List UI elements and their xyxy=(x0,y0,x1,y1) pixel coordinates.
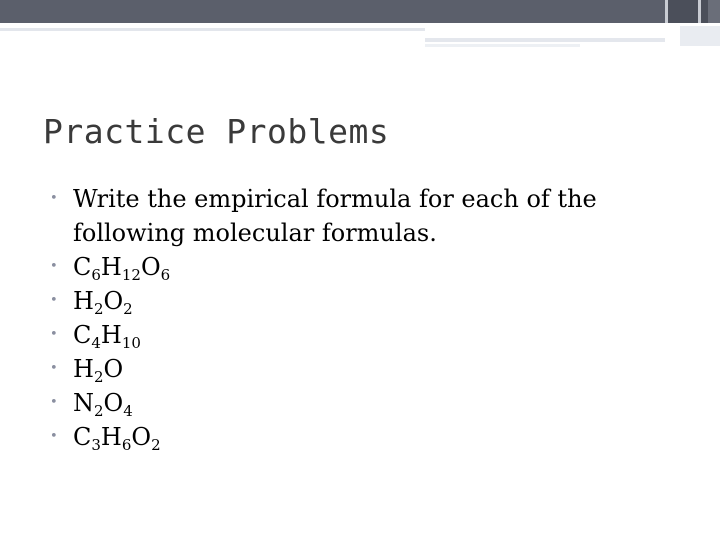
element-symbol: H xyxy=(100,253,122,281)
subscript-count: 4 xyxy=(91,334,101,352)
subscript-count: 12 xyxy=(121,266,141,284)
element-symbol: H xyxy=(100,423,122,451)
molecular-formula xyxy=(73,253,171,284)
subscript-count: 3 xyxy=(91,436,101,454)
element-symbol: H xyxy=(73,355,94,383)
decorative-block xyxy=(680,26,720,46)
element-symbol: H xyxy=(73,287,94,315)
formula-item xyxy=(50,386,670,420)
molecular-formula xyxy=(73,423,161,454)
decorative-line xyxy=(0,28,425,31)
bullet-icon: • xyxy=(50,395,58,410)
element-symbol: C xyxy=(73,423,92,451)
formula-item xyxy=(50,250,670,284)
bullet-icon: • xyxy=(50,293,58,308)
bullet-icon: • xyxy=(50,259,58,274)
subscript-count: 2 xyxy=(93,300,104,318)
bullet-icon: • xyxy=(50,429,58,444)
subscript-count: 6 xyxy=(121,436,132,454)
top-bar-tail xyxy=(708,0,720,23)
element-symbol: O xyxy=(140,253,161,281)
molecular-formula xyxy=(73,389,133,420)
bullet-list xyxy=(50,182,670,454)
subscript-count: 2 xyxy=(151,436,161,454)
subscript-count: 6 xyxy=(91,266,101,284)
molecular-formula xyxy=(73,355,124,386)
formula-item xyxy=(50,318,670,352)
top-decorative-bar xyxy=(0,0,720,23)
top-bar-segment xyxy=(668,0,708,23)
intro-text: Write the empirical formula for each of the following molecular formulas. xyxy=(73,185,597,247)
top-bar-notch xyxy=(698,0,701,23)
element-symbol: O xyxy=(131,423,152,451)
list-item xyxy=(50,182,670,250)
molecular-formula xyxy=(73,287,133,318)
element-symbol: C xyxy=(73,321,92,349)
bullet-icon: • xyxy=(50,361,58,376)
subscript-count: 6 xyxy=(160,266,171,284)
formula-item xyxy=(50,420,670,454)
formula-item xyxy=(50,284,670,318)
element-symbol: C xyxy=(73,253,92,281)
subscript-count: 4 xyxy=(123,402,133,420)
slide-title: Practice Problems xyxy=(43,112,390,151)
subscript-count: 10 xyxy=(121,334,141,352)
bullet-icon: • xyxy=(50,327,58,342)
element-symbol: O xyxy=(103,355,124,383)
subscript-count: 2 xyxy=(123,300,133,318)
decorative-line xyxy=(425,44,580,47)
element-symbol: H xyxy=(100,321,122,349)
element-symbol: O xyxy=(103,287,124,315)
molecular-formula xyxy=(73,321,141,352)
subscript-count: 2 xyxy=(93,368,104,386)
formula-item xyxy=(50,352,670,386)
element-symbol: O xyxy=(103,389,124,417)
subscript-count: 2 xyxy=(94,402,104,420)
top-bar-notch xyxy=(665,0,668,23)
element-symbol: N xyxy=(73,389,94,417)
decorative-line xyxy=(425,38,665,42)
bullet-icon: • xyxy=(50,191,58,206)
